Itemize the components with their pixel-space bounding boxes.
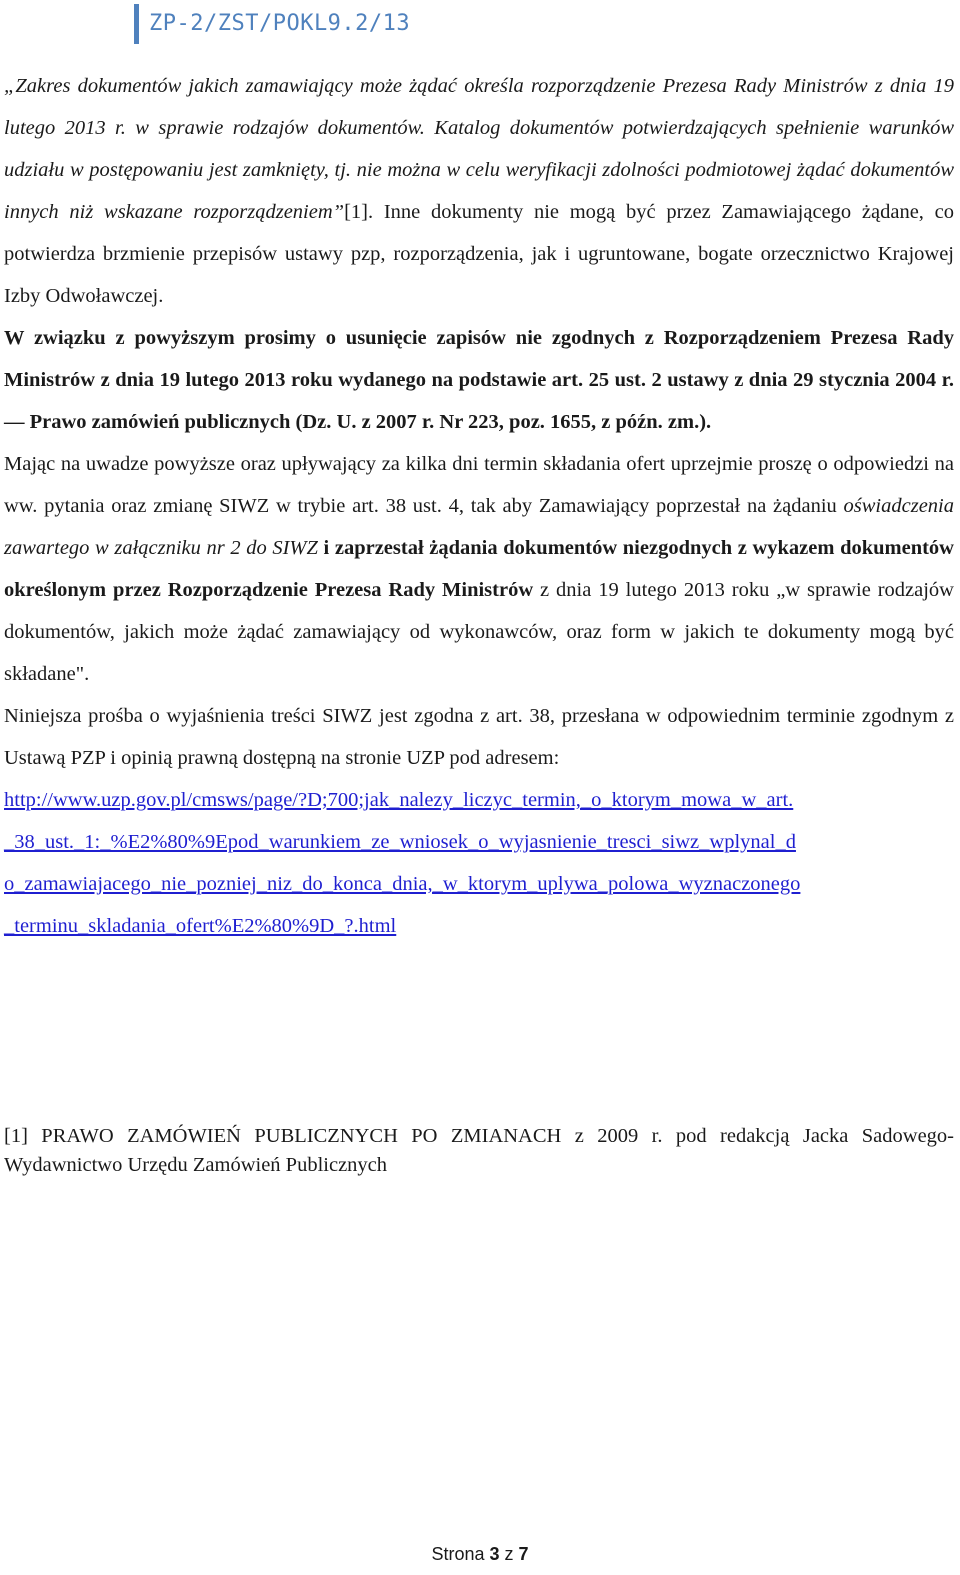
footnote: [4, 1122, 954, 1180]
document-header: [134, 4, 410, 44]
page-separator: z: [504, 1544, 514, 1564]
uzp-link[interactable]: [4, 779, 954, 947]
uzp-link-line-2[interactable]: _38_ust._1:_%E2%80%9Epod_warunkiem_ze_wniosek_o_wyjasnienie_tresci_siwz_wplynal_d: [4, 831, 796, 853]
quote-text: „Zakres dokumentów jakich zamawiający może żądać określa rozporządzenie Prezesa Rady Ministrów z dnia 19 lutego 2013 r. w sprawie rodzajów dokumentów. Katalog dokumentów potwierdzających spełnienie warunków udziału w postępowaniu jest zamknięty, tj. nie można w celu weryfikacji zdolności podmiotowej żądać dokumentów innych niż wskazane rozporządzeniem”: [4, 75, 954, 223]
paragraph-quote-rest: Inne dokumenty nie mogą być przez Zamawiającego żądane, co potwierdza brzmienie przepisów ustawy pzp, rozporządzenia, jak i ugruntowane, bogate orzecznictwo Krajowej Izby Odwoławczej.: [4, 201, 954, 307]
footnote-text: [1] PRAWO ZAMÓWIEŃ PUBLICZNYCH PO ZMIANACH z 2009 r. pod redakcją Jacka Sadowego- Wydawnictwo Urzędu Zamówień Publicznych: [4, 1125, 954, 1176]
deadline-italic: oświadczenia zawartego w załączniku nr 2 do SIWZ: [4, 495, 954, 559]
justification-text: Niniejsza prośba o wyjaśnienia treści SIWZ jest zgodna z art. 38, przesłana w odpowiednim terminie zgodnym z Ustawą PZP i opinią prawną dostępną na stronie UZP pod adresem:: [4, 705, 954, 769]
deadline-bold: i zaprzestał żądania dokumentów niezgodnych z wykazem dokumentów określonym przez Rozporządzenie Prezesa Rady Ministrów: [4, 537, 954, 601]
request-text: W związku z powyższym prosimy o usunięcie zapisów nie zgodnych z Rozporządzeniem Prezesa Rady Ministrów z dnia 19 lutego 2013 roku wydanego na podstawie art. 25 ust. 2 ustawy z dnia 29 stycznia 2004 r. — Prawo zamówień publicznych (Dz. U. z 2007 r. Nr 223, poz. 1655, z późn. zm.).: [4, 327, 954, 433]
document-reference: ZP-2/ZST/POKL9.2/13: [149, 11, 411, 36]
uzp-link-line-4[interactable]: _terminu_skladania_ofert%E2%80%9D_?.html: [4, 915, 397, 937]
uzp-link-line-3[interactable]: o_zamawiajacego_nie_pozniej_niz_do_konca_dnia,_w_ktorym_uplywa_polowa_wyznaczonego: [4, 873, 801, 895]
paragraph-request: [4, 317, 954, 443]
deadline-text-2: z dnia 19 lutego 2013 roku „w sprawie rodzajów dokumentów, jakich może żądać zamawiający od wykonawców, oraz form w jakich te dokumenty mogą być składane".: [4, 579, 954, 685]
uzp-link-line-1[interactable]: http://www.uzp.gov.pl/cmsws/page/?D;700;jak_nalezy_liczyc_termin,_o_ktorym_mowa_w_art.: [4, 789, 794, 811]
deadline-text-1: Mając na uwadze powyższe oraz upływający za kilka dni termin składania ofert uprzejmie proszę o odpowiedzi na ww. pytania oraz zmianę SIWZ w trybie art. 38 ust. 4, tak aby Zamawiający poprzestał na żądaniu: [4, 453, 954, 517]
document-body: [4, 65, 954, 947]
paragraph-justification: [4, 695, 954, 779]
footnote-reference[interactable]: [1].: [344, 201, 374, 223]
paragraph-quote: [4, 65, 954, 317]
page-current: 3: [489, 1544, 500, 1564]
page-label: Strona: [431, 1544, 485, 1564]
paragraph-deadline: [4, 443, 954, 695]
page-footer: [0, 1544, 960, 1565]
page-total: 7: [518, 1544, 529, 1564]
